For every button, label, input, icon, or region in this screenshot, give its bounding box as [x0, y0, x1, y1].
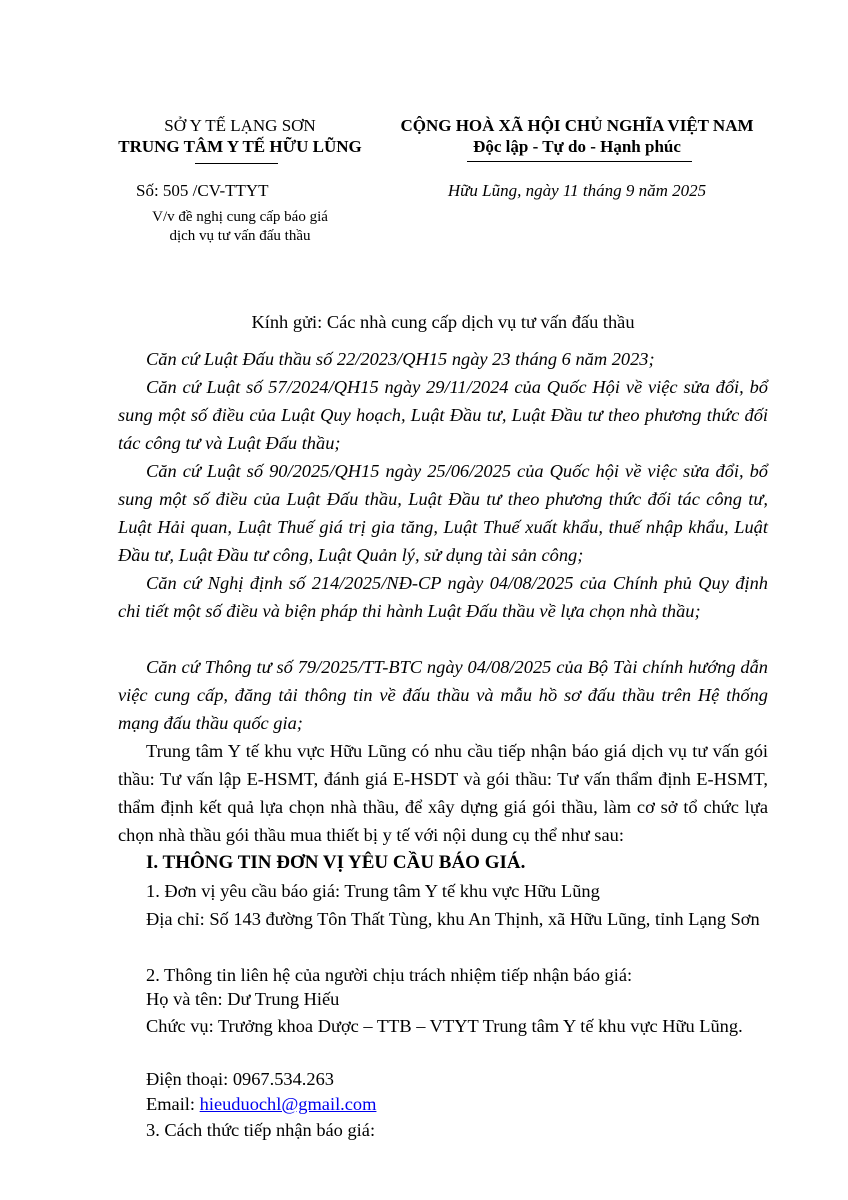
intro-paragraph: Trung tâm Y tế khu vực Hữu Lũng có nhu cầu tiếp nhận báo giá dịch vụ tư vấn gói thầu: Tư vấn lập E-HSMT, đánh giá E-HSDT và gói thầu: Tư vấn thẩm định E-HSMT, thẩm định kết quả lựa chọn nhà thầu, để xây dựng giá gói thầu, làm cơ sở tổ chức lựa chọn nhà thầu gói thầu mua thiết bị y tế với nội dung cụ thể như sau:	[118, 741, 768, 845]
contact-position: Chức vụ: Trưởng khoa Dược – TTB – VTYT Trung tâm Y tế khu vực Hữu Lũng.	[146, 1016, 743, 1036]
legal-basis-2: Căn cứ Luật số 57/2024/QH15 ngày 29/11/2024 của Quốc Hội về việc sửa đổi, bổ sung một số điều của Luật Quy hoạch, Luật Đầu tư, Luật Đầu tư theo phương thức đối tác công tư và Luật Đấu thầu;	[118, 377, 768, 453]
motto-underline	[467, 161, 692, 162]
email-link[interactable]: hieuduochl@gmail.com	[199, 1094, 377, 1114]
national-motto: Độc lập - Tự do - Hạnh phúc	[473, 137, 681, 156]
recipient-line: Kính gửi: Các nhà cung cấp dịch vụ tư vấn đấu thầu	[251, 312, 635, 332]
date-day: 11	[562, 181, 579, 200]
date-prefix: Hữu Lũng, ngày	[447, 181, 563, 200]
legal-basis-5: Căn cứ Thông tư số 79/2025/TT-BTC ngày 04/08/2025 của Bộ Tài chính hướng dẫn việc cung cấp, đăng tải thông tin về đấu thầu và mẫu hồ sơ đấu thầu trên Hệ thống mạng đấu thầu quốc gia;	[118, 657, 768, 733]
unit-name: TRUNG TÂM Y TẾ HỮU LŨNG	[118, 137, 362, 156]
agency-name: SỞ Y TẾ LẠNG SƠN	[164, 116, 316, 135]
unit-underline	[195, 163, 278, 164]
legal-basis-3: Căn cứ Luật số 90/2025/QH15 ngày 25/06/2025 của Quốc hội về việc sửa đổi, bổ sung một số điều của Luật Đấu thầu, Luật Đầu tư theo phương thức đối tác công tư, Luật Hải quan, Luật Thuế giá trị gia tăng, Luật Thuế xuất khẩu, thuế nhập khẩu, Luật Đầu tư, Luật Đầu tư công, Luật Quản lý, sử dụng tài sản công;	[118, 461, 768, 565]
legal-basis-1: Căn cứ Luật Đấu thầu số 22/2023/QH15 ngày 23 tháng 6 năm 2023;	[146, 349, 655, 369]
contact-email	[146, 1090, 376, 1118]
subject-line-1: V/v đề nghị cung cấp báo giá	[152, 209, 328, 225]
unit-address: Địa chỉ: Số 143 đường Tôn Thất Tùng, khu An Thịnh, xã Hữu Lũng, tỉnh Lạng Sơn	[146, 909, 760, 929]
date-suffix: tháng 9 năm 2025	[578, 181, 707, 200]
section-1-heading: I. THÔNG TIN ĐƠN VỊ YÊU CẦU BÁO GIÁ.	[146, 852, 526, 873]
country-name: CỘNG HOÀ XÃ HỘI CHỦ NGHĨA VIỆT NAM	[400, 116, 754, 135]
email-label: Email:	[146, 1094, 200, 1114]
document-date	[378, 181, 776, 201]
contact-phone: Điện thoại: 0967.534.263	[146, 1069, 334, 1089]
contact-name: Họ và tên: Dư Trung Hiếu	[146, 989, 340, 1009]
legal-basis-4: Căn cứ Nghị định số 214/2025/NĐ-CP ngày 04/08/2025 của Chính phủ Quy định chi tiết một số điều và biện pháp thi hành Luật Đấu thầu về lựa chọn nhà thầu;	[118, 573, 768, 621]
receiving-method-heading: 3. Cách thức tiếp nhận báo giá:	[146, 1120, 376, 1140]
document-number: Số: 505 /CV-TTYT	[136, 181, 269, 200]
subject-line-2: dịch vụ tư vấn đấu thầu	[169, 228, 311, 244]
requesting-unit: 1. Đơn vị yêu cầu báo giá: Trung tâm Y tế khu vực Hữu Lũng	[146, 881, 600, 901]
contact-info-heading: 2. Thông tin liên hệ của người chịu trách nhiệm tiếp nhận báo giá:	[146, 965, 633, 985]
